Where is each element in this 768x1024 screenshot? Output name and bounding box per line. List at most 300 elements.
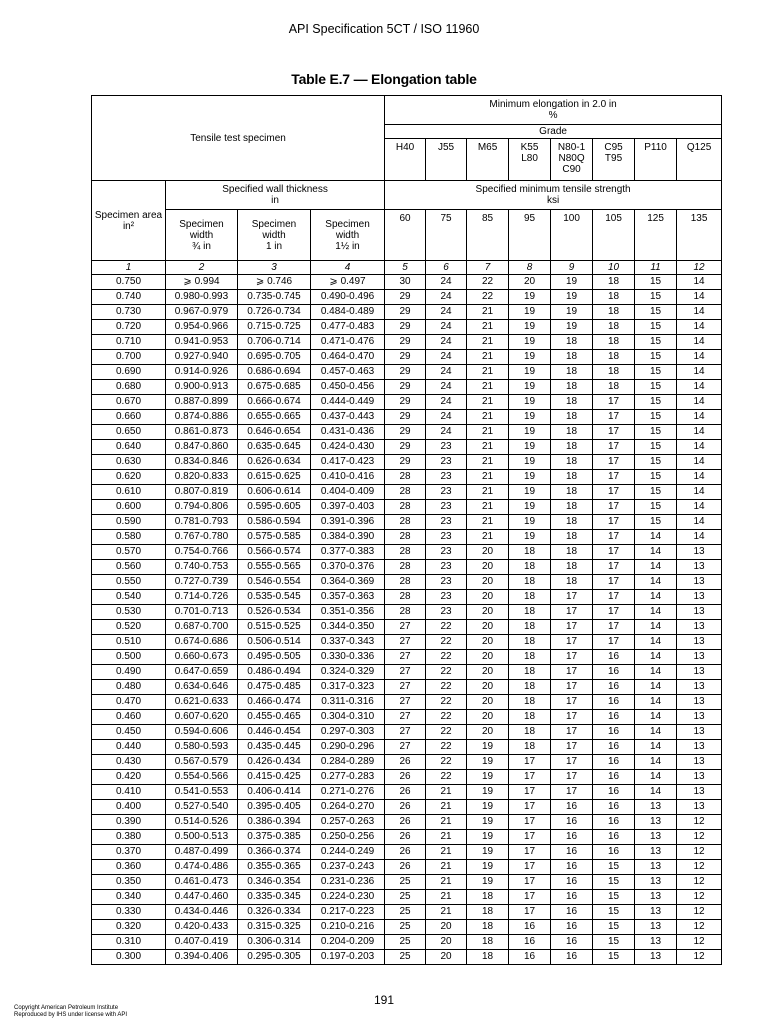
table-cell: 0.297-0.303 — [311, 725, 385, 740]
table-cell: 14 — [635, 725, 677, 740]
table-cell: 13 — [635, 890, 677, 905]
table-cell: 15 — [593, 860, 635, 875]
table-cell: 18 — [551, 410, 593, 425]
table-cell: 0.500-0.513 — [166, 830, 238, 845]
table-cell: 21 — [426, 845, 467, 860]
table-cell: 0.715-0.725 — [238, 320, 311, 335]
table-cell: 15 — [635, 455, 677, 470]
table-cell: 13 — [677, 710, 722, 725]
table-cell: 0.375-0.385 — [238, 830, 311, 845]
table-cell: 0.417-0.423 — [311, 455, 385, 470]
table-cell: 18 — [509, 680, 551, 695]
table-row — [92, 620, 722, 635]
table-cell: 0.487-0.499 — [166, 845, 238, 860]
table-cell: 15 — [635, 515, 677, 530]
table-cell: 28 — [385, 515, 426, 530]
table-cell: 0.621-0.633 — [166, 695, 238, 710]
table-cell: 0.750 — [92, 275, 166, 290]
table-cell: 12 — [677, 905, 722, 920]
table-cell: 0.431-0.436 — [311, 425, 385, 440]
table-cell: 0.600 — [92, 500, 166, 515]
table-cell: 17 — [593, 425, 635, 440]
table-row — [92, 320, 722, 335]
table-cell: 0.350 — [92, 875, 166, 890]
table-cell: 19 — [467, 800, 509, 815]
table-cell: 0.527-0.540 — [166, 800, 238, 815]
table-cell: 0.687-0.700 — [166, 620, 238, 635]
table-cell: 14 — [677, 410, 722, 425]
table-cell: 13 — [635, 800, 677, 815]
table-cell: 18 — [593, 275, 635, 290]
table-cell: 16 — [551, 950, 593, 965]
table-cell: 0.580-0.593 — [166, 740, 238, 755]
table-cell: 0.397-0.403 — [311, 500, 385, 515]
table-cell: 24 — [426, 305, 467, 320]
tensile-test-specimen-header: Tensile test specimen — [92, 96, 385, 181]
table-cell: 0.210-0.216 — [311, 920, 385, 935]
table-cell: 15 — [635, 485, 677, 500]
table-cell: 28 — [385, 590, 426, 605]
column-number-5: 5 — [385, 261, 426, 275]
table-cell: ⩾ 0.497 — [311, 275, 385, 290]
table-cell: 29 — [385, 290, 426, 305]
table-cell: 17 — [551, 680, 593, 695]
table-cell: 28 — [385, 575, 426, 590]
table-cell: 20 — [467, 710, 509, 725]
table-cell: 0.224-0.230 — [311, 890, 385, 905]
table-row — [92, 875, 722, 890]
table-cell: 14 — [677, 530, 722, 545]
table-cell: 0.535-0.545 — [238, 590, 311, 605]
table-row — [92, 380, 722, 395]
table-cell: 16 — [509, 950, 551, 965]
table-cell: 13 — [635, 935, 677, 950]
table-cell: 20 — [467, 620, 509, 635]
table-cell: 14 — [635, 590, 677, 605]
table-cell: 17 — [593, 545, 635, 560]
table-cell: 14 — [677, 275, 722, 290]
table-cell: 14 — [677, 395, 722, 410]
table-cell: 20 — [467, 665, 509, 680]
table-cell: 0.250-0.256 — [311, 830, 385, 845]
table-cell: 14 — [635, 665, 677, 680]
column-number-4: 4 — [311, 261, 385, 275]
table-cell: 25 — [385, 920, 426, 935]
table-cell: 19 — [509, 380, 551, 395]
table-cell: 0.335-0.345 — [238, 890, 311, 905]
table-cell: 19 — [509, 410, 551, 425]
table-row — [92, 845, 722, 860]
table-cell: 16 — [551, 920, 593, 935]
table-cell: 0.217-0.223 — [311, 905, 385, 920]
table-cell: 19 — [467, 815, 509, 830]
table-cell: 25 — [385, 875, 426, 890]
copyright-line-2: Reproduced by IHS under license with API — [14, 1012, 128, 1018]
copyright-line-1: Copyright American Petroleum Institute — [14, 1005, 119, 1011]
table-cell: 15 — [635, 395, 677, 410]
table-cell: 0.484-0.489 — [311, 305, 385, 320]
table-cell: 0.477-0.483 — [311, 320, 385, 335]
table-cell: 18 — [551, 455, 593, 470]
table-cell: 21 — [426, 875, 467, 890]
table-cell: 23 — [426, 485, 467, 500]
table-cell: 0.594-0.606 — [166, 725, 238, 740]
table-cell: 17 — [593, 410, 635, 425]
table-cell: 16 — [551, 860, 593, 875]
table-cell: 0.670 — [92, 395, 166, 410]
table-cell: 0.315-0.325 — [238, 920, 311, 935]
table-cell: 0.326-0.334 — [238, 905, 311, 920]
table-cell: 12 — [677, 860, 722, 875]
table-cell: 22 — [426, 650, 467, 665]
table-cell: 18 — [551, 470, 593, 485]
table-cell: 0.647-0.659 — [166, 665, 238, 680]
table-cell: 20 — [467, 605, 509, 620]
column-number-12: 12 — [677, 261, 722, 275]
table-cell: 20 — [467, 695, 509, 710]
table-cell: 0.615-0.625 — [238, 470, 311, 485]
table-cell: 19 — [467, 845, 509, 860]
table-row — [92, 905, 722, 920]
table-cell: 13 — [635, 815, 677, 830]
table-cell: 0.607-0.620 — [166, 710, 238, 725]
table-cell: 15 — [593, 920, 635, 935]
table-cell: 18 — [551, 575, 593, 590]
table-cell: 15 — [635, 500, 677, 515]
table-cell: 0.317-0.323 — [311, 680, 385, 695]
table-cell: 0.471-0.476 — [311, 335, 385, 350]
table-cell: 25 — [385, 950, 426, 965]
table-cell: 21 — [426, 890, 467, 905]
column-number-7: 7 — [467, 261, 509, 275]
table-cell: 0.446-0.454 — [238, 725, 311, 740]
table-cell: 18 — [509, 590, 551, 605]
table-cell: 0.290-0.296 — [311, 740, 385, 755]
table-cell: 20 — [426, 935, 467, 950]
table-cell: 0.686-0.694 — [238, 365, 311, 380]
table-cell: 16 — [509, 920, 551, 935]
table-cell: 0.464-0.470 — [311, 350, 385, 365]
table-cell: 21 — [467, 350, 509, 365]
table-cell: 18 — [551, 440, 593, 455]
table-cell: 0.447-0.460 — [166, 890, 238, 905]
table-cell: 21 — [467, 515, 509, 530]
table-cell: 18 — [467, 890, 509, 905]
table-cell: 17 — [509, 905, 551, 920]
column-number-8: 8 — [509, 261, 551, 275]
table-cell: 0.740 — [92, 290, 166, 305]
table-cell: 0.514-0.526 — [166, 815, 238, 830]
table-cell: 0.391-0.396 — [311, 515, 385, 530]
table-cell: 13 — [677, 800, 722, 815]
table-cell: 27 — [385, 695, 426, 710]
table-cell: 19 — [509, 395, 551, 410]
table-cell: 26 — [385, 815, 426, 830]
table-cell: 0.674-0.686 — [166, 635, 238, 650]
specimen-width-header-1: Specimen width ¾ in — [166, 210, 238, 261]
table-cell: 21 — [426, 815, 467, 830]
table-cell: 14 — [635, 620, 677, 635]
table-cell: 24 — [426, 320, 467, 335]
table-cell: 28 — [385, 530, 426, 545]
table-cell: 0.640 — [92, 440, 166, 455]
table-cell: 29 — [385, 380, 426, 395]
table-cell: 16 — [593, 740, 635, 755]
grade-c95: C95 T95 — [593, 139, 635, 181]
specimen-area-header: Specimen area in² — [92, 181, 166, 261]
table-cell: 0.380 — [92, 830, 166, 845]
table-row — [92, 500, 722, 515]
table-cell: 17 — [593, 635, 635, 650]
table-cell: 17 — [551, 620, 593, 635]
table-cell: 15 — [635, 440, 677, 455]
table-cell: 19 — [551, 305, 593, 320]
table-row — [92, 530, 722, 545]
table-cell: 15 — [635, 320, 677, 335]
column-number-9: 9 — [551, 261, 593, 275]
table-cell: 17 — [593, 575, 635, 590]
tensile-strength-85: 85 — [467, 210, 509, 261]
table-cell: 0.740-0.753 — [166, 560, 238, 575]
table-cell: 0.526-0.534 — [238, 605, 311, 620]
tensile-strength-60: 60 — [385, 210, 426, 261]
table-cell: 14 — [677, 455, 722, 470]
table-cell: 20 — [467, 725, 509, 740]
table-cell: 15 — [635, 470, 677, 485]
table-cell: 14 — [635, 650, 677, 665]
table-cell: 0.475-0.485 — [238, 680, 311, 695]
table-cell: ⩾ 0.994 — [166, 275, 238, 290]
tensile-strength-header — [385, 181, 722, 210]
table-cell: 17 — [551, 755, 593, 770]
table-cell: 13 — [677, 680, 722, 695]
table-cell: 13 — [677, 695, 722, 710]
table-cell: 24 — [426, 275, 467, 290]
table-row — [92, 635, 722, 650]
table-cell: 19 — [509, 425, 551, 440]
table-row — [92, 410, 722, 425]
table-cell: 0.630 — [92, 455, 166, 470]
table-cell: 18 — [509, 620, 551, 635]
table-cell: 26 — [385, 755, 426, 770]
table-cell: 0.550 — [92, 575, 166, 590]
table-cell: 14 — [635, 605, 677, 620]
table-cell: 18 — [551, 425, 593, 440]
table-cell: 13 — [677, 605, 722, 620]
table-cell: 15 — [635, 380, 677, 395]
table-cell: 17 — [551, 665, 593, 680]
table-cell: 0.204-0.209 — [311, 935, 385, 950]
table-cell: 17 — [593, 560, 635, 575]
table-cell: 0.735-0.745 — [238, 290, 311, 305]
grade-m65: M65 — [467, 139, 509, 181]
table-cell: 18 — [509, 635, 551, 650]
table-cell: 14 — [635, 710, 677, 725]
table-cell: 17 — [593, 515, 635, 530]
table-row — [92, 515, 722, 530]
table-cell: 0.820-0.833 — [166, 470, 238, 485]
table-cell: 13 — [677, 785, 722, 800]
table-cell: 0.320 — [92, 920, 166, 935]
table-cell: 0.346-0.354 — [238, 875, 311, 890]
table-cell: 21 — [467, 305, 509, 320]
table-cell: 28 — [385, 500, 426, 515]
table-row — [92, 305, 722, 320]
table-cell: 19 — [509, 515, 551, 530]
table-cell: 21 — [467, 440, 509, 455]
table-cell: 15 — [635, 365, 677, 380]
table-cell: 18 — [551, 380, 593, 395]
table-cell: 12 — [677, 845, 722, 860]
table-row — [92, 920, 722, 935]
table-row — [92, 860, 722, 875]
column-number-11: 11 — [635, 261, 677, 275]
table-cell: 0.330 — [92, 905, 166, 920]
table-cell: 0.941-0.953 — [166, 335, 238, 350]
table-cell: 27 — [385, 740, 426, 755]
table-cell: 19 — [467, 770, 509, 785]
table-cell: 0.847-0.860 — [166, 440, 238, 455]
table-cell: 17 — [509, 770, 551, 785]
table-cell: 0.474-0.486 — [166, 860, 238, 875]
table-cell: 14 — [677, 500, 722, 515]
table-cell: 0.530 — [92, 605, 166, 620]
table-cell: 21 — [467, 485, 509, 500]
table-cell: 24 — [426, 335, 467, 350]
table-cell: 0.455-0.465 — [238, 710, 311, 725]
table-row — [92, 665, 722, 680]
column-number-3: 3 — [238, 261, 311, 275]
table-cell: 13 — [677, 665, 722, 680]
table-cell: 15 — [635, 410, 677, 425]
table-cell: 0.437-0.443 — [311, 410, 385, 425]
table-cell: 0.701-0.713 — [166, 605, 238, 620]
table-cell: 14 — [635, 740, 677, 755]
table-cell: 0.386-0.394 — [238, 815, 311, 830]
table-cell: 17 — [593, 455, 635, 470]
table-cell: 18 — [509, 560, 551, 575]
table-cell: 0.730 — [92, 305, 166, 320]
table-cell: 0.490 — [92, 665, 166, 680]
table-cell: 13 — [677, 755, 722, 770]
table-cell: 22 — [426, 680, 467, 695]
table-cell: 22 — [426, 695, 467, 710]
table-cell: 22 — [426, 725, 467, 740]
table-cell: 28 — [385, 545, 426, 560]
table-cell: 27 — [385, 680, 426, 695]
table-cell: 13 — [677, 770, 722, 785]
table-cell: 13 — [635, 875, 677, 890]
table-cell: 0.370-0.376 — [311, 560, 385, 575]
table-cell: 0.666-0.674 — [238, 395, 311, 410]
table-cell: 13 — [677, 650, 722, 665]
min-elongation-line1: Minimum elongation in 2.0 in — [489, 99, 617, 110]
grade-p110: P110 — [635, 139, 677, 181]
table-cell: 17 — [593, 485, 635, 500]
table-cell: 21 — [426, 800, 467, 815]
table-cell: 0.434-0.446 — [166, 905, 238, 920]
table-cell: 0.295-0.305 — [238, 950, 311, 965]
table-cell: 14 — [677, 515, 722, 530]
table-cell: 0.384-0.390 — [311, 530, 385, 545]
table-cell: 16 — [551, 800, 593, 815]
table-cell: 24 — [426, 350, 467, 365]
table-row — [92, 290, 722, 305]
table-cell: 0.480 — [92, 680, 166, 695]
table-cell: 17 — [551, 740, 593, 755]
table-cell: 0.566-0.574 — [238, 545, 311, 560]
table-cell: 18 — [509, 665, 551, 680]
table-cell: 0.415-0.425 — [238, 770, 311, 785]
table-cell: 13 — [677, 545, 722, 560]
table-cell: 18 — [593, 290, 635, 305]
table-cell: 0.695-0.705 — [238, 350, 311, 365]
table-cell: 18 — [467, 905, 509, 920]
table-cell: 24 — [426, 290, 467, 305]
table-cell: 16 — [593, 680, 635, 695]
table-cell: 19 — [551, 275, 593, 290]
table-cell: 0.470 — [92, 695, 166, 710]
page-number: 191 — [373, 993, 395, 1007]
table-cell: 20 — [467, 635, 509, 650]
table-cell: 14 — [635, 635, 677, 650]
table-cell: 17 — [551, 785, 593, 800]
table-cell: 16 — [551, 890, 593, 905]
table-cell: 0.304-0.310 — [311, 710, 385, 725]
table-cell: 0.690 — [92, 365, 166, 380]
table-cell: 19 — [509, 485, 551, 500]
table-cell: 0.277-0.283 — [311, 770, 385, 785]
table-cell: 24 — [426, 380, 467, 395]
table-row — [92, 815, 722, 830]
table-cell: 29 — [385, 440, 426, 455]
table-cell: 13 — [635, 905, 677, 920]
table-cell: 17 — [509, 875, 551, 890]
table-cell: 19 — [509, 290, 551, 305]
table-cell: 0.706-0.714 — [238, 335, 311, 350]
table-cell: 0.595-0.605 — [238, 500, 311, 515]
table-cell: 29 — [385, 320, 426, 335]
table-cell: 16 — [593, 725, 635, 740]
table-cell: 12 — [677, 815, 722, 830]
table-cell: 16 — [593, 845, 635, 860]
table-cell: 24 — [426, 425, 467, 440]
table-cell: 21 — [426, 905, 467, 920]
table-cell: 0.450 — [92, 725, 166, 740]
table-cell: 18 — [509, 650, 551, 665]
table-cell: 0.510 — [92, 635, 166, 650]
table-cell: 21 — [467, 320, 509, 335]
table-cell: 0.680 — [92, 380, 166, 395]
table-cell: 14 — [677, 320, 722, 335]
table-cell: 18 — [509, 740, 551, 755]
table-cell: 0.264-0.270 — [311, 800, 385, 815]
table-cell: 22 — [426, 620, 467, 635]
table-cell: 29 — [385, 395, 426, 410]
table-cell: 0.634-0.646 — [166, 680, 238, 695]
table-row — [92, 950, 722, 965]
table-cell: 17 — [593, 590, 635, 605]
table-cell: 20 — [426, 950, 467, 965]
table-cell: 0.257-0.263 — [311, 815, 385, 830]
table-cell: 14 — [677, 470, 722, 485]
table-cell: 0.874-0.886 — [166, 410, 238, 425]
table-cell: 14 — [677, 440, 722, 455]
table-cell: 0.284-0.289 — [311, 755, 385, 770]
table-cell: 16 — [551, 905, 593, 920]
table-cell: 17 — [551, 770, 593, 785]
table-cell: 0.440 — [92, 740, 166, 755]
